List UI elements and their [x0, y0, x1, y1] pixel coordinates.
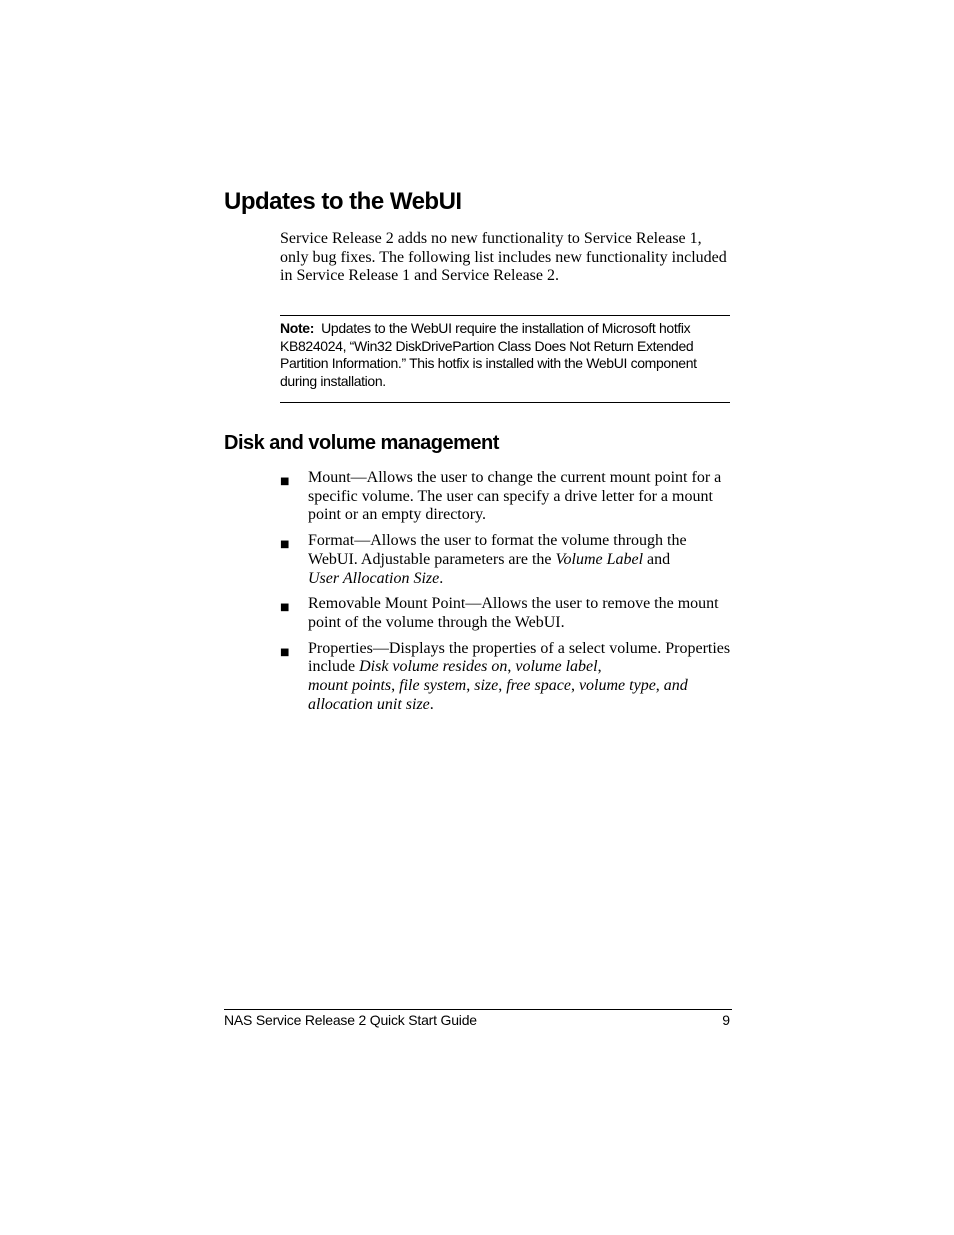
intro-paragraph: Service Release 2 adds no new functionality to Service Release 1, only bug fixes. The following list includes new functionality included in Service Release 1 and Service Release 2.	[280, 230, 727, 285]
property-separator: ,	[570, 677, 579, 695]
list-item-mount	[280, 469, 732, 525]
property-separator: ,	[655, 677, 664, 695]
property-volume-label: volume label	[515, 658, 598, 676]
list-item-properties	[280, 640, 732, 715]
property-separator: ,	[466, 677, 475, 695]
property-separator: ,	[498, 677, 507, 695]
property-size: size	[474, 677, 499, 695]
note-bottom-rule	[280, 402, 730, 403]
bullet-icon: ■	[280, 602, 290, 614]
removable-text: Removable Mount Point—Allows the user to remove the mount point of the volume through the WebUI.	[308, 595, 719, 631]
format-param-allocation-size: User Allocation Size	[308, 569, 440, 587]
page-heading: Updates to the WebUI	[224, 188, 462, 215]
section-heading: Disk and volume management	[224, 432, 499, 454]
property-separator: ,	[391, 677, 400, 695]
format-param-volume-label: Volume Label	[555, 550, 644, 568]
bullet-icon: ■	[280, 539, 290, 551]
bullet-icon: ■	[280, 646, 290, 658]
format-and: and	[643, 550, 671, 568]
properties-lead: Properties—Displays the properties of a select volume. Properties include	[308, 639, 731, 676]
note-top-rule	[280, 315, 730, 316]
bullet-icon: ■	[280, 476, 290, 487]
format-end: .	[439, 569, 444, 587]
properties-end: .	[429, 695, 434, 713]
property-allocation-unit-size: and allocation unit size	[308, 677, 688, 713]
property-separator: ,	[507, 658, 516, 676]
property-disk-volume: Disk volume resides on	[359, 658, 508, 676]
feature-list	[280, 469, 732, 721]
note-label: Note:	[280, 320, 315, 336]
list-item-removable	[280, 595, 732, 632]
property-separator: ,	[597, 658, 602, 676]
footer-rule	[224, 1009, 732, 1010]
list-item-format	[280, 532, 732, 588]
footer-title: NAS Service Release 2 Quick Start Guide	[224, 1012, 477, 1028]
note-text: Updates to the WebUI require the installation of Microsoft hotfix KB824024, “Win32 DiskDrivePartion Class Does Not Return Extended Partition Information.” This hotfix is installed with the WebUI component during installation.	[280, 320, 697, 389]
mount-text: Mount—Allows the user to change the current mount point for a specific volume. The user can specify a drive letter for a mount point or an empty directory.	[308, 469, 722, 524]
page-number: 9	[722, 1012, 730, 1028]
property-free-space: free space	[506, 677, 571, 695]
format-lead: Format—Allows the user to format the volume through the WebUI. Adjustable parameters are the	[308, 532, 687, 568]
note-block	[280, 320, 732, 390]
property-file-system: file system	[399, 677, 467, 695]
property-mount-points: mount points	[308, 677, 392, 695]
property-volume-type: volume type	[578, 677, 656, 695]
